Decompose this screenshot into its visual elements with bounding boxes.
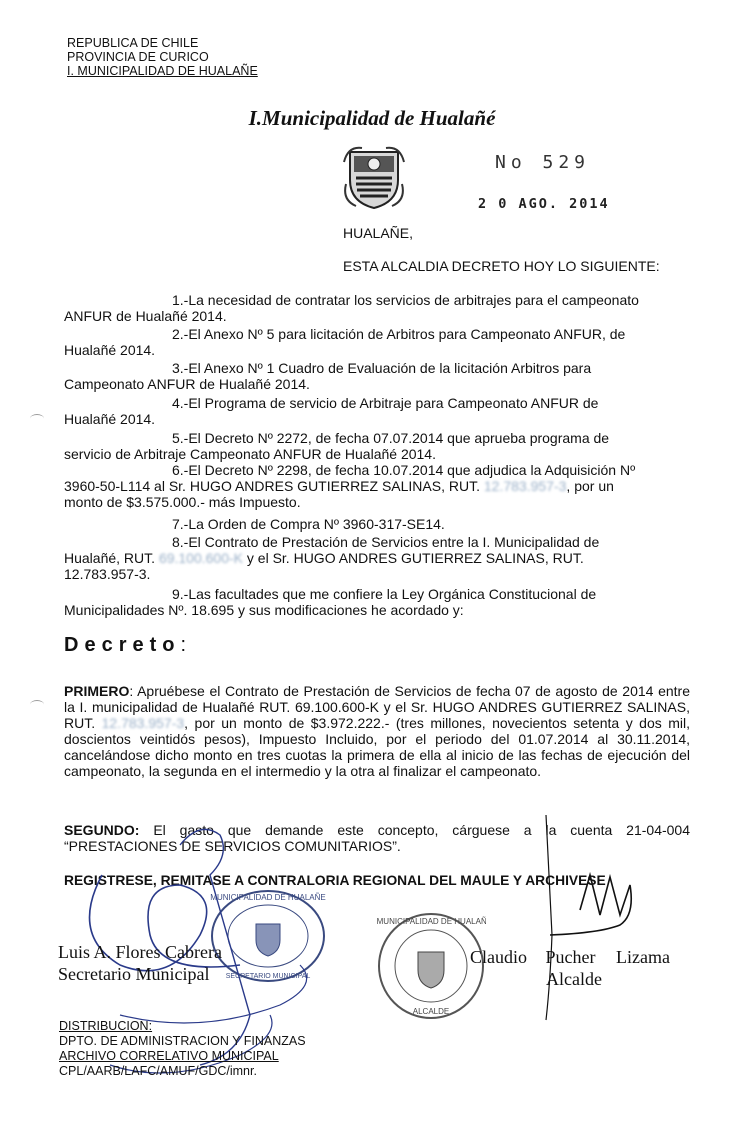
distribution-block	[59, 1019, 306, 1079]
mayor-first-name: Claudio	[470, 947, 527, 967]
secretary-title: Secretario Municipal	[58, 964, 210, 984]
decreto-heading: Decreto:	[64, 634, 187, 656]
considerando-5: 5.-El Decreto Nº 2272, de fecha 07.07.2014 que aprueba programa de servicio de Arbitraje Campeonato ANFUR de Hualañé 2014.	[64, 430, 610, 462]
redacted-rut: 12.783.957-3	[101, 715, 185, 731]
secretary-signature-block	[58, 941, 222, 985]
stamp-bottom-text: ALCALDE	[412, 1007, 450, 1016]
considerando-3: 3.-El Anexo Nº 1 Cuadro de Evaluación de la licitación Arbitros para Campeonato ANFUR de Hualañé 2014.	[64, 360, 592, 392]
distribution-heading: DISTRIBUCION:	[59, 1019, 153, 1033]
considerando-1: 1.-La necesidad de contratar los servicios de arbitrajes para el campeonato ANFUR de Hualañé 2014.	[64, 292, 639, 324]
considerando-6: 6.-El Decreto Nº 2298, de fecha 10.07.2014 que adjudica la Adquisición Nº 3960-50-L114 al Sr. HUGO ANDRES GUTIERREZ SALINAS, RUT. 12.783.957-3, por un monto de $3.575.000.- más Impuesto.	[64, 462, 636, 510]
punch-mark	[30, 700, 44, 709]
registrese-line: REGISTRESE, REMITASE A CONTRALORIA REGIONAL DEL MAULE Y ARCHIVESE	[64, 873, 606, 888]
mayor-signature-block	[470, 946, 670, 990]
place-line: HUALAÑE,	[343, 225, 414, 241]
mayor-last-name: Lizama	[615, 947, 670, 967]
primero-clause: PRIMERO: Apruébese el Contrato de Prestación de Servicios de fecha 07 de agosto de 2014 entre la I. municipalidad de Hualañé RUT. 69.100.600-K y el Sr. HUGO ANDRES GUTIERREZ SALINAS, RUT. 12.783.957-3, por un monto de $3.972.222.- (tres millones, novecientos setenta y dos mil, doscientos veintidós pesos), Impuesto Incluido, por el periodo del 01.07.2014 al 30.11.2014, cancelándose dicho monto en tres cuotas la primera de ella al inicio de las fechas de ejecución del campeonato, la segunda en el intermedio y la otra al finalizar el campeonato.	[64, 683, 691, 779]
distribution-line: CPL/AARB/LAFC/AMUF/GDC/imnr.	[59, 1064, 257, 1078]
primero-label: PRIMERO	[64, 683, 130, 699]
considerando-9: 9.-Las facultades que me confiere la Ley Orgánica Constitucional de Municipalidades Nº. 18.695 y sus modificaciones he acordado y:	[64, 586, 597, 618]
header-province: PROVINCIA DE CURICO	[67, 50, 209, 64]
mayor-title: Alcalde	[546, 969, 602, 989]
punch-mark	[30, 414, 44, 423]
stamp-bottom-text: SECRETARIO MUNICIPAL	[225, 973, 311, 980]
header-country: REPUBLICA DE CHILE	[67, 36, 199, 50]
document-title: I.Municipalidad de Hualañé	[248, 106, 496, 130]
issuer-header	[67, 36, 258, 78]
redacted-rut: 12.783.957-3	[483, 478, 567, 494]
municipal-crest-icon	[340, 144, 408, 212]
segundo-label: SEGUNDO:	[64, 822, 140, 838]
considerando-7: 7.-La Orden de Compra Nº 3960-317-SE14.	[172, 516, 445, 532]
distribution-line: DPTO. DE ADMINISTRACION Y FINANZAS	[59, 1034, 306, 1048]
considerando-4: 4.-El Programa de servicio de Arbitraje para Campeonato ANFUR de Hualañé 2014.	[64, 395, 599, 427]
stamp-text: I. MUNICIPALIDAD DE HUALAÑE	[376, 917, 486, 926]
stamp-text: MUNICIPALIDAD DE HUALAÑE	[210, 893, 326, 902]
considerando-8: 8.-El Contrato de Prestación de Servicios entre la I. Municipalidad de Hualañé, RUT. 69.100.600-K y el Sr. HUGO ANDRES GUTIERREZ SALINAS, RUT. 12.783.957-3.	[64, 534, 600, 582]
segundo-clause: SEGUNDO: El gasto que demande este concepto, cárguese a la cuenta 21-04-004 “PRESTACIONES DE SERVICIOS COMUNITARIOS”.	[64, 822, 690, 854]
redacted-rut: 69.100.600-K	[158, 550, 244, 566]
decree-date: 2 0 AGO. 2014	[478, 196, 610, 212]
mayor-middle-name: Pucher	[545, 947, 596, 967]
header-municipality: I. MUNICIPALIDAD DE HUALAÑE	[67, 64, 258, 78]
secretary-name: Luis A. Flores Cabrera	[58, 942, 222, 962]
decree-number: No 529	[495, 152, 591, 173]
distribution-line: ARCHIVO CORRELATIVO MUNICIPAL	[59, 1049, 279, 1063]
considerando-2: 2.-El Anexo Nº 5 para licitación de Arbitros para Campeonato ANFUR, de Hualañé 2014.	[64, 326, 626, 358]
intro-line: ESTA ALCALDIA DECRETO HOY LO SIGUIENTE:	[343, 258, 660, 274]
